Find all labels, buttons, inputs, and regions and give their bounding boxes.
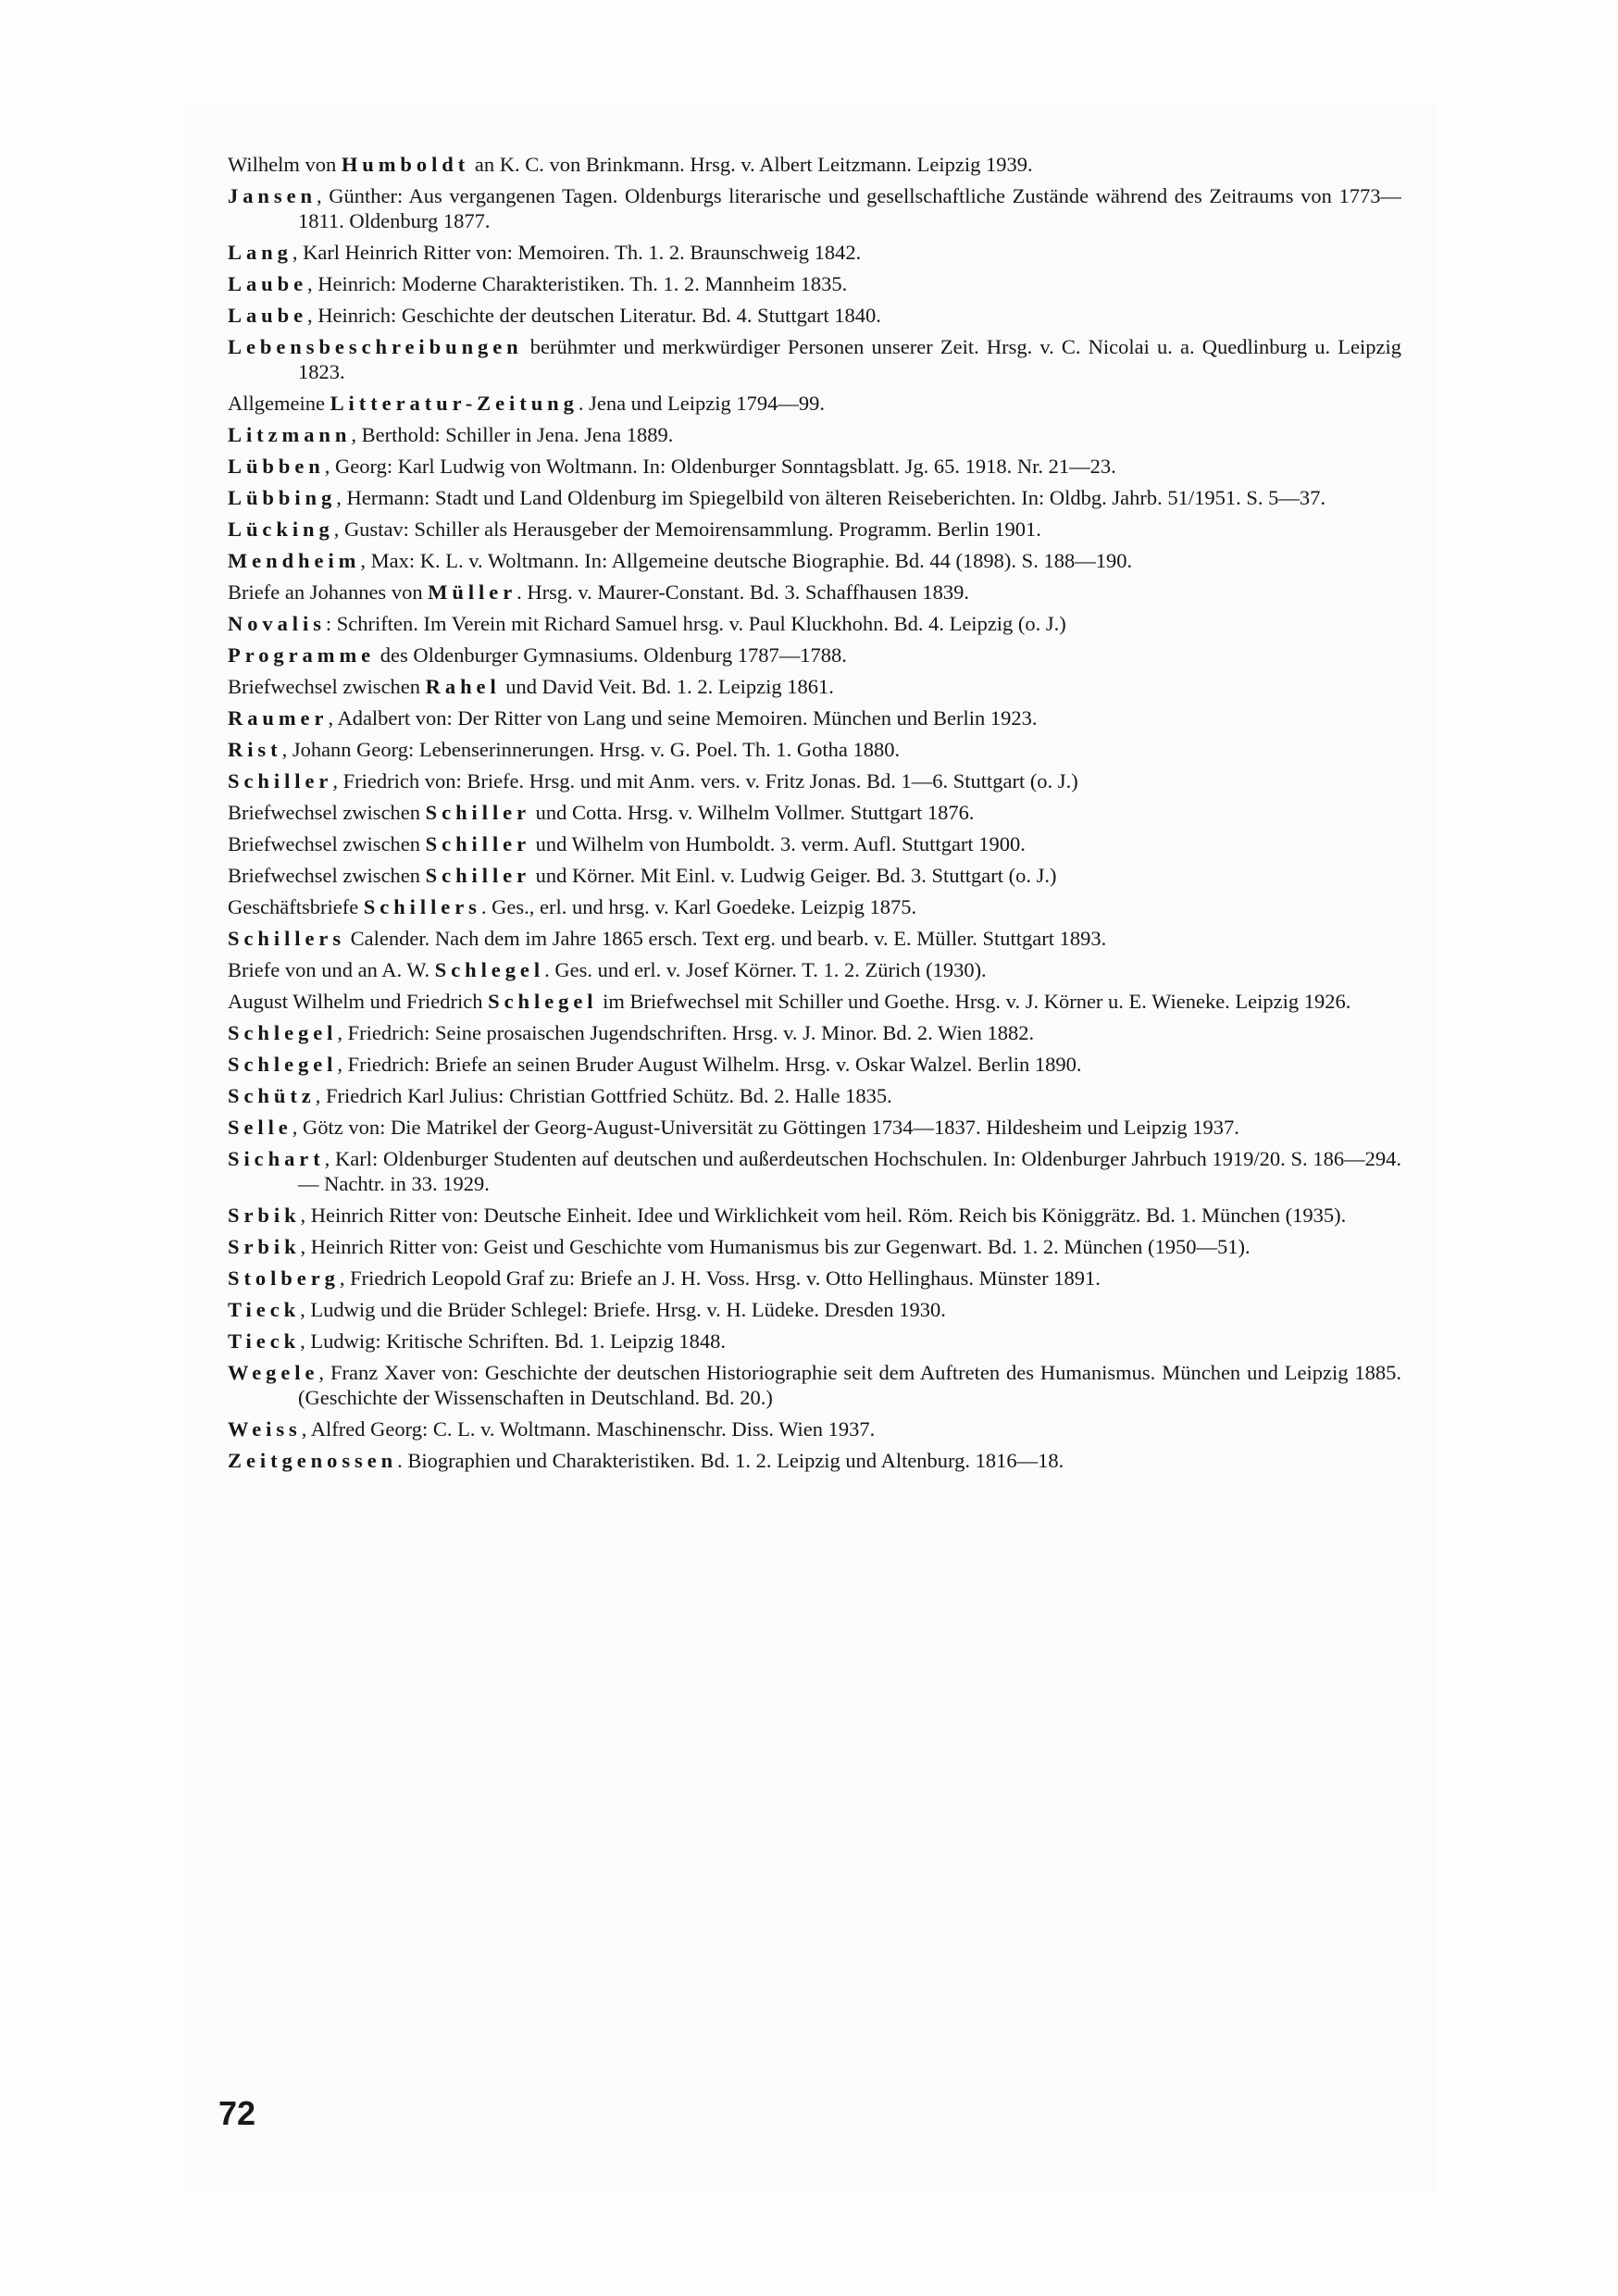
entry-text: an K. C. von Brinkmann. Hrsg. v. Albert Leitzmann. Leipzig 1939. — [469, 153, 1033, 176]
bibliography-entry — [228, 1448, 1401, 1473]
entry-author-spaced: Rist — [228, 738, 282, 761]
bibliography-entry — [228, 240, 1401, 265]
bibliography-entry — [228, 183, 1401, 233]
entry-author-spaced: Schlegel — [434, 958, 545, 981]
bibliography-entry — [228, 580, 1401, 605]
entry-author-spaced: Litteratur-Zeitung — [330, 392, 579, 415]
entry-author-spaced: Zeitgenossen — [228, 1449, 398, 1472]
bibliography-entry — [228, 1052, 1401, 1077]
bibliography-entry — [228, 1083, 1401, 1108]
entry-text: , Franz Xaver von: Geschichte der deutschen Historiographie seit dem Auftreten des Humanismus. München und Leipzig 1885. (Geschichte der Wissenschaften in Deutschland. Bd. 20.) — [298, 1361, 1401, 1409]
entry-text: , Ludwig und die Brüder Schlegel: Briefe. Hrsg. v. H. Lüdeke. Dresden 1930. — [300, 1298, 946, 1321]
entry-author-spaced: Schlegel — [228, 1053, 338, 1076]
entry-text: , Heinrich: Moderne Charakteristiken. Th. 1. 2. Mannheim 1835. — [307, 272, 848, 295]
entry-prefix: Geschäftsbriefe — [228, 895, 364, 918]
entry-text: , Alfred Georg: C. L. v. Woltmann. Maschinenschr. Diss. Wien 1937. — [301, 1417, 876, 1441]
entry-author-spaced: Schlegel — [488, 990, 598, 1013]
bibliography-entry — [228, 303, 1401, 328]
entry-author-spaced: Lübbing — [228, 486, 337, 509]
bibliography-entry — [228, 1146, 1401, 1196]
bibliography-entry — [228, 643, 1401, 668]
entry-prefix: Wilhelm von — [228, 153, 342, 176]
entry-text: , Friedrich von: Briefe. Hrsg. und mit Anm. vers. v. Fritz Jonas. Bd. 1—6. Stuttgart (o. J.) — [332, 769, 1078, 792]
entry-author-spaced: Programme — [228, 643, 376, 667]
entry-text: , Berthold: Schiller in Jena. Jena 1889. — [351, 423, 674, 446]
entry-prefix: Briefwechsel zwischen — [228, 675, 426, 698]
bibliography-entry — [228, 737, 1401, 762]
entry-author-spaced: Wegele — [228, 1361, 319, 1384]
entry-text: Calender. Nach dem im Jahre 1865 ersch. Text erg. und bearb. v. E. Müller. Stuttgart 1893. — [345, 927, 1107, 950]
entry-author-spaced: Schillers — [228, 927, 346, 950]
entry-prefix: Briefwechsel zwischen — [228, 864, 426, 887]
entry-text: , Friedrich: Seine prosaischen Jugendschriften. Hrsg. v. J. Minor. Bd. 2. Wien 1882. — [337, 1021, 1035, 1044]
entry-text: . Jena und Leipzig 1794—99. — [578, 392, 826, 415]
entry-author-spaced: Mendheim — [228, 549, 361, 572]
bibliography-list — [228, 152, 1401, 1479]
bibliography-entry — [228, 1234, 1401, 1259]
bibliography-entry — [228, 1416, 1401, 1441]
bibliography-entry — [228, 1020, 1401, 1045]
entry-author-spaced: Schillers — [363, 895, 481, 918]
entry-text: , Götz von: Die Matrikel der Georg-August-Universität zu Göttingen 1734—1837. Hildesheim und Leipzig 1937. — [292, 1116, 1239, 1139]
entry-text: , Hermann: Stadt und Land Oldenburg im Spiegelbild von älteren Reiseberichten. In: Oldbg. Jahrb. 51/1951. S. 5—37. — [336, 486, 1326, 509]
entry-author-spaced: Srbik — [228, 1235, 301, 1258]
entry-author-spaced: Novalis — [228, 612, 326, 635]
entry-text: . Biographien und Charakteristiken. Bd. 1. 2. Leipzig und Altenburg. 1816—18. — [397, 1449, 1064, 1472]
bibliography-entry — [228, 705, 1401, 730]
entry-author-spaced: Humboldt — [341, 153, 470, 176]
entry-author-spaced: Schiller — [425, 832, 531, 855]
entry-text: . Hrsg. v. Maurer-Constant. Bd. 3. Schaffhausen 1839. — [517, 580, 969, 604]
entry-author-spaced: Lücking — [228, 518, 334, 541]
entry-text: , Gustav: Schiller als Herausgeber der Memoirensammlung. Programm. Berlin 1901. — [333, 518, 1041, 541]
entry-text: , Karl: Oldenburger Studenten auf deutschen und außerdeutschen Hochschulen. In: Oldenburger Jahrbuch 1919/20. S. 186—294. — Nachtr. in 33. 1929. — [298, 1147, 1401, 1195]
bibliography-entry — [228, 517, 1401, 542]
bibliography-entry — [228, 485, 1401, 510]
entry-text: des Oldenburger Gymnasiums. Oldenburg 1787—1788. — [375, 643, 847, 667]
bibliography-entry — [228, 989, 1401, 1014]
bibliography-entry — [228, 1329, 1401, 1354]
bibliography-entry — [228, 768, 1401, 793]
entry-author-spaced: Tieck — [228, 1329, 301, 1353]
bibliography-entry — [228, 422, 1401, 447]
entry-text: , Friedrich Karl Julius: Christian Gottfried Schütz. Bd. 2. Halle 1835. — [315, 1084, 892, 1107]
entry-text: , Heinrich: Geschichte der deutschen Literatur. Bd. 4. Stuttgart 1840. — [307, 304, 881, 327]
entry-prefix: Briefe an Johannes von — [228, 580, 429, 604]
entry-author-spaced: Tieck — [228, 1298, 301, 1321]
entry-text: , Johann Georg: Lebenserinnerungen. Hrsg. v. G. Poel. Th. 1. Gotha 1880. — [281, 738, 901, 761]
entry-author-spaced: Litzmann — [228, 423, 352, 446]
entry-author-spaced: Sichart — [228, 1147, 325, 1170]
entry-text: . Ges. und erl. v. Josef Körner. T. 1. 2. Zürich (1930). — [544, 958, 987, 981]
bibliography-entry — [228, 1297, 1401, 1322]
bibliography-entry — [228, 152, 1401, 177]
entry-text: , Heinrich Ritter von: Geist und Geschichte vom Humanismus bis zur Gegenwart. Bd. 1. 2. München (1950—51). — [300, 1235, 1251, 1258]
bibliography-entry — [228, 863, 1401, 888]
entry-text: und David Veit. Bd. 1. 2. Leipzig 1861. — [500, 675, 834, 698]
bibliography-entry — [228, 271, 1401, 296]
entry-text: und Wilhelm von Humboldt. 3. verm. Aufl. Stuttgart 1900. — [530, 832, 1026, 855]
entry-prefix: Allgemeine — [228, 392, 330, 415]
bibliography-entry — [228, 800, 1401, 825]
bibliography-entry — [228, 926, 1401, 951]
entry-text: , Ludwig: Kritische Schriften. Bd. 1. Leipzig 1848. — [300, 1329, 727, 1353]
bibliography-entry — [228, 1115, 1401, 1140]
bibliography-entry — [228, 548, 1401, 573]
entry-author-spaced: Laube — [228, 272, 308, 295]
entry-author-spaced: Jansen — [228, 184, 317, 207]
entry-text: : Schriften. Im Verein mit Richard Samuel hrsg. v. Paul Kluckhohn. Bd. 4. Leipzig (o. J.) — [325, 612, 1066, 635]
entry-author-spaced: Schütz — [228, 1084, 316, 1107]
bibliography-entry — [228, 334, 1401, 384]
entry-text: und Cotta. Hrsg. v. Wilhelm Vollmer. Stuttgart 1876. — [530, 801, 975, 824]
bibliography-entry — [228, 391, 1401, 416]
bibliography-entry — [228, 831, 1401, 856]
entry-author-spaced: Stolberg — [228, 1267, 340, 1290]
entry-prefix: Briefwechsel zwischen — [228, 801, 426, 824]
bibliography-entry — [228, 1203, 1401, 1228]
entry-text: , Günther: Aus vergangenen Tagen. Oldenburgs literarische und gesellschaftliche Zustände während des Zeitraums von 1773—1811. Oldenburg 1877. — [298, 184, 1401, 232]
entry-author-spaced: Laube — [228, 304, 308, 327]
page-number: 72 — [218, 2094, 256, 2132]
entry-author-spaced: Schlegel — [228, 1021, 338, 1044]
entry-author-spaced: Srbik — [228, 1204, 301, 1227]
entry-text: , Max: K. L. v. Woltmann. In: Allgemeine deutsche Biographie. Bd. 44 (1898). S. 188—190. — [360, 549, 1133, 572]
entry-text: , Adalbert von: Der Ritter von Lang und seine Memoiren. München und Berlin 1923. — [328, 706, 1038, 730]
entry-text: . Ges., erl. und hrsg. v. Karl Goedeke. Leizpig 1875. — [480, 895, 917, 918]
entry-author-spaced: Rahel — [425, 675, 501, 698]
entry-prefix: Briefwechsel zwischen — [228, 832, 426, 855]
entry-text: im Briefwechsel mit Schiller und Goethe. Hrsg. v. J. Körner u. E. Wieneke. Leipzig 1926. — [597, 990, 1351, 1013]
entry-author-spaced: Schiller — [425, 864, 531, 887]
entry-prefix: August Wilhelm und Friedrich — [228, 990, 489, 1013]
entry-author-spaced: Lübben — [228, 455, 325, 478]
entry-author-spaced: Müller — [428, 580, 517, 604]
bibliography-entry — [228, 611, 1401, 636]
entry-author-spaced: Weiss — [228, 1417, 302, 1441]
entry-text: , Friedrich Leopold Graf zu: Briefe an J. H. Voss. Hrsg. v. Otto Hellinghaus. Münster 1891. — [339, 1267, 1101, 1290]
entry-author-spaced: Lebensbeschreibungen — [228, 335, 523, 358]
entry-author-spaced: Lang — [228, 241, 292, 264]
entry-text: , Georg: Karl Ludwig von Woltmann. In: Oldenburger Sonntagsblatt. Jg. 65. 1918. Nr. 21—23. — [324, 455, 1116, 478]
bibliography-entry — [228, 957, 1401, 982]
entry-author-spaced: Raumer — [228, 706, 329, 730]
entry-prefix: Briefe von und an A. W. — [228, 958, 435, 981]
bibliography-entry — [228, 454, 1401, 479]
bibliography-entry — [228, 1266, 1401, 1291]
entry-author-spaced: Selle — [228, 1116, 292, 1139]
entry-text: , Karl Heinrich Ritter von: Memoiren. Th. 1. 2. Braunschweig 1842. — [292, 241, 862, 264]
entry-text: und Körner. Mit Einl. v. Ludwig Geiger. Bd. 3. Stuttgart (o. J.) — [530, 864, 1057, 887]
entry-author-spaced: Schiller — [425, 801, 531, 824]
bibliography-entry — [228, 1360, 1401, 1410]
bibliography-entry — [228, 894, 1401, 919]
entry-text: berühmter und merkwürdiger Personen unserer Zeit. Hrsg. v. C. Nicolai u. a. Quedlinburg u. Leipzig 1823. — [298, 335, 1401, 383]
bibliography-entry — [228, 674, 1401, 699]
entry-author-spaced: Schiller — [228, 769, 333, 792]
entry-text: , Friedrich: Briefe an seinen Bruder August Wilhelm. Hrsg. v. Oskar Walzel. Berlin 1890. — [337, 1053, 1082, 1076]
entry-text: , Heinrich Ritter von: Deutsche Einheit. Idee und Wirklichkeit vom heil. Röm. Reich bis Königgrätz. Bd. 1. München (1935). — [300, 1204, 1347, 1227]
